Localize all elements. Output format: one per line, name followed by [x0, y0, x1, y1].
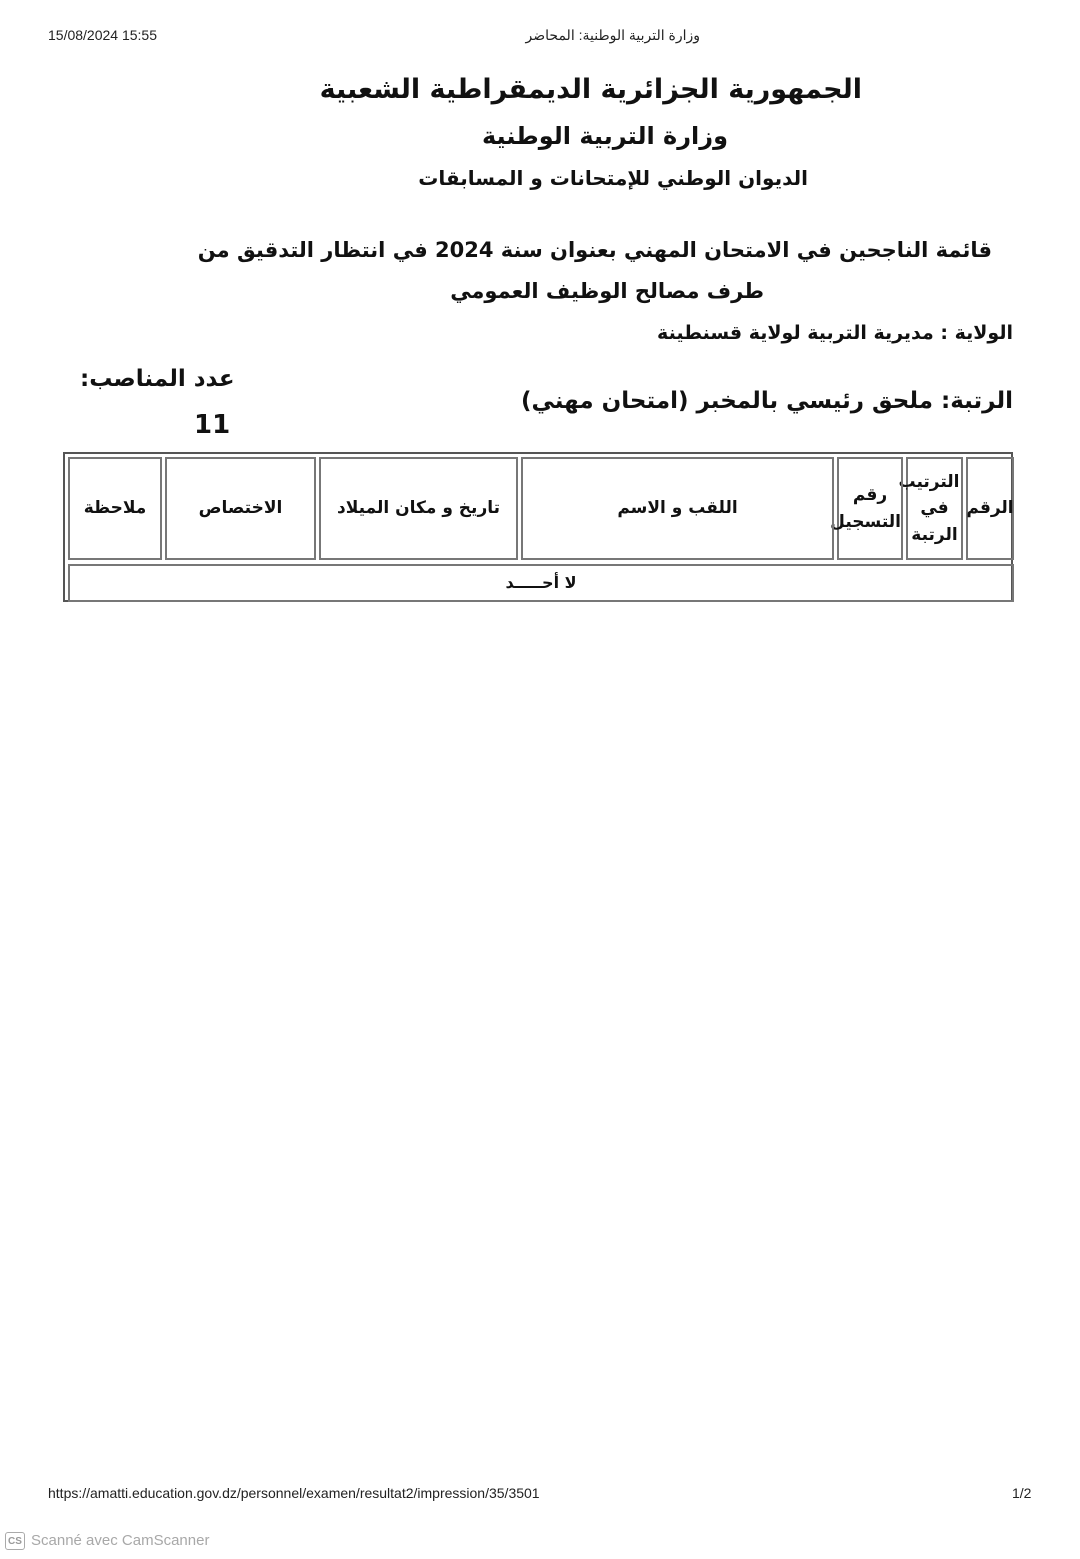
- header-number: الرقم: [966, 457, 1014, 560]
- list-title-line1: قائمة الناجحين في الامتحان المهني بعنوان سنة 2024 في انتظار التدقيق من: [197, 238, 992, 262]
- ministry-heading: وزارة التربية الوطنية: [481, 122, 728, 150]
- header-name: اللقب و الاسم: [521, 457, 834, 560]
- camscanner-watermark: Scanné avec CamScanner: [31, 1532, 210, 1549]
- wilaya-line: الولاية : مديرية التربية لولاية قسنطينة: [657, 322, 1013, 344]
- source-url: https://amatti.education.gov.dz/personnel/examen/resultat2/impression/35/3501: [48, 1485, 540, 1501]
- page-number: 1/2: [1012, 1485, 1032, 1501]
- camscanner-logo-icon: CS: [5, 1532, 25, 1550]
- header-birth: تاريخ و مكان الميلاد: [319, 457, 518, 560]
- print-datetime: 15/08/2024 15:55: [48, 27, 157, 43]
- office-heading: الديوان الوطني للإمتحانات و المسابقات: [418, 166, 808, 190]
- header-registration: رقم التسجيل: [837, 457, 903, 560]
- posts-label: عدد المناصب:: [80, 366, 235, 392]
- grade-line: الرتبة: ملحق رئيسي بالمخبر (امتحان مهني): [521, 388, 1013, 414]
- posts-value: 11: [194, 410, 231, 440]
- republic-heading: الجمهورية الجزائرية الديمقراطية الشعبية: [319, 74, 862, 105]
- list-title-line2: طرف مصالح الوظيف العمومي: [450, 279, 764, 303]
- print-page-title: وزارة التربية الوطنية: المحاضر: [525, 27, 700, 43]
- header-rank: الترتيب في الرتبة: [906, 457, 963, 560]
- header-specialty: الاختصاص: [165, 457, 316, 560]
- empty-result-row: لا أحـــــد: [68, 564, 1014, 602]
- header-note: ملاحظة: [68, 457, 162, 560]
